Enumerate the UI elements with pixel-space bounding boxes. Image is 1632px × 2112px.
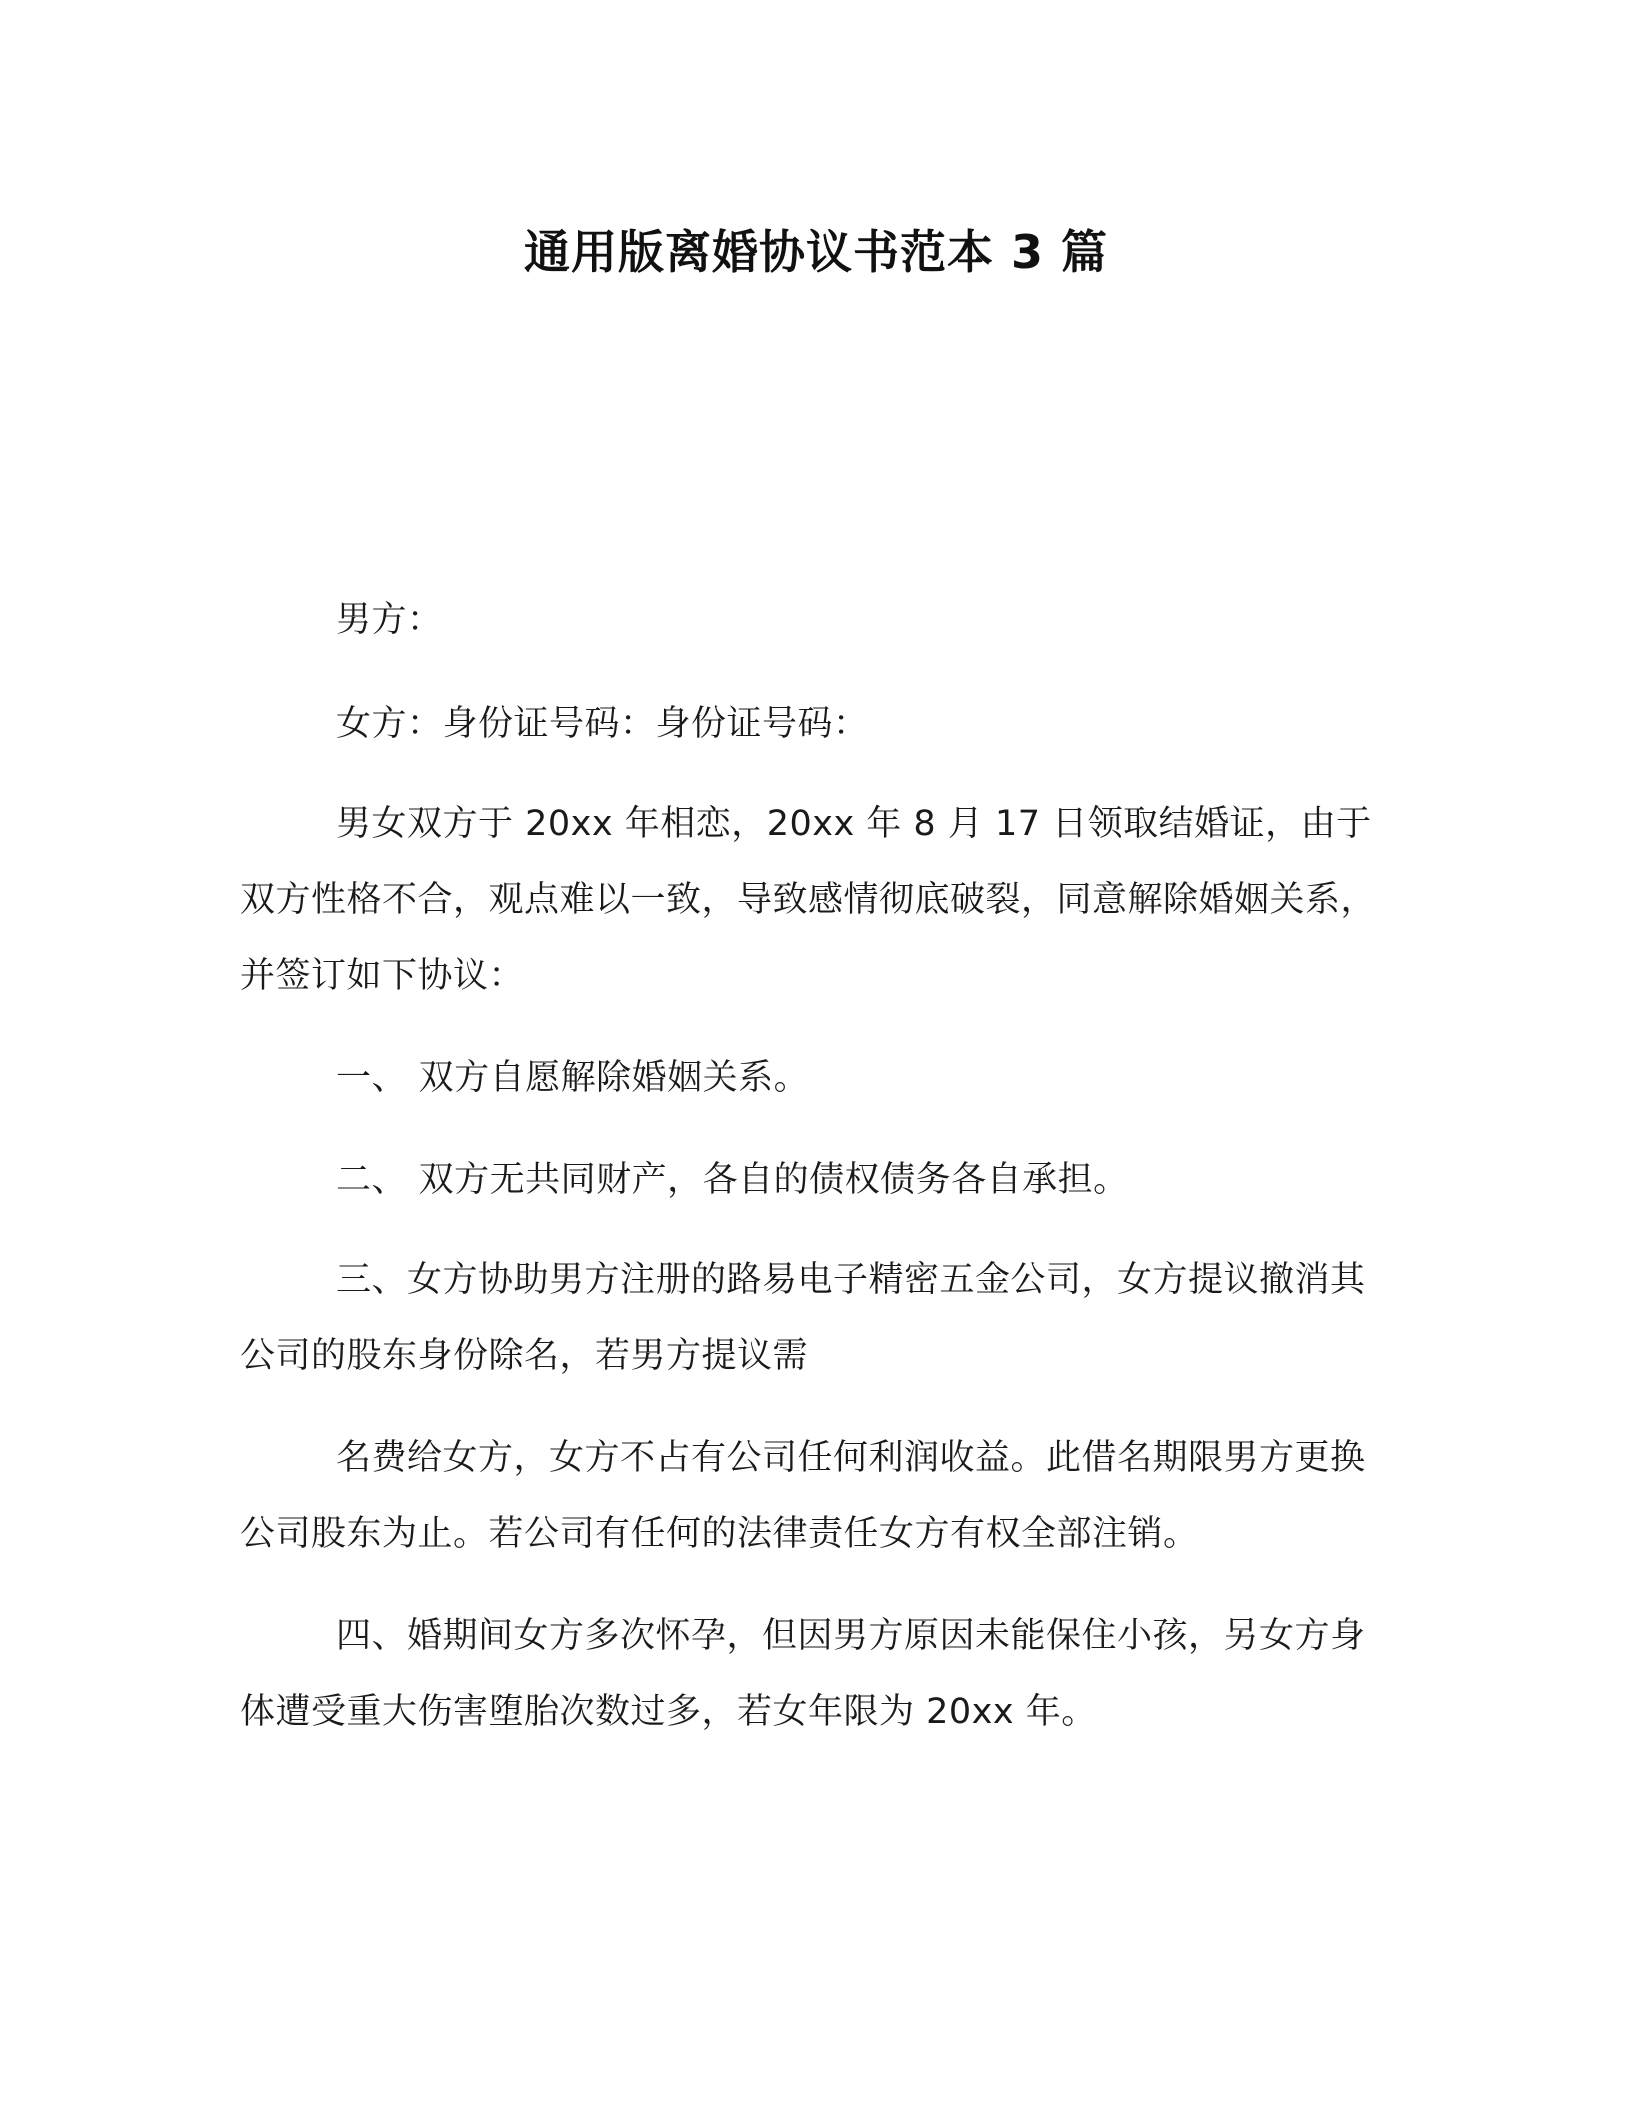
paragraph-clause-4: 四、婚期间女方多次怀孕，但因男方原因未能保住小孩，另女方身体遭受重大伤害堕胎次数过多，若女年限为 20xx 年。 (240, 1616, 1366, 1732)
paragraph-female-party-id: 女方：身份证号码：身份证号码： (336, 704, 869, 744)
paragraph-clause-2: 二、 双方无共同财产，各自的债权债务各自承担。 (336, 1160, 1129, 1200)
paragraph-clause-1: 一、 双方自愿解除婚姻关系。 (336, 1058, 810, 1098)
paragraph-male-party: 男方： (336, 600, 443, 640)
document-title: 通用版离婚协议书范本 3 篇 (523, 225, 1109, 279)
paragraph-clause-3-continued: 名费给女方，女方不占有公司任何利润收益。此借名期限男方更换公司股东为止。若公司有任何的法律责任女方有权全部注销。 (240, 1438, 1366, 1554)
paragraph-clause-3: 三、女方协助男方注册的路易电子精密五金公司，女方提议撤消其公司的股东身份除名，若男方提议需 (240, 1260, 1366, 1376)
paragraph-intro: 男女双方于 20xx 年相恋，20xx 年 8 月 17 日领取结婚证，由于双方性格不合，观点难以一致，导致感情彻底破裂，同意解除婚姻关系，并签订如下协议： (240, 804, 1377, 996)
